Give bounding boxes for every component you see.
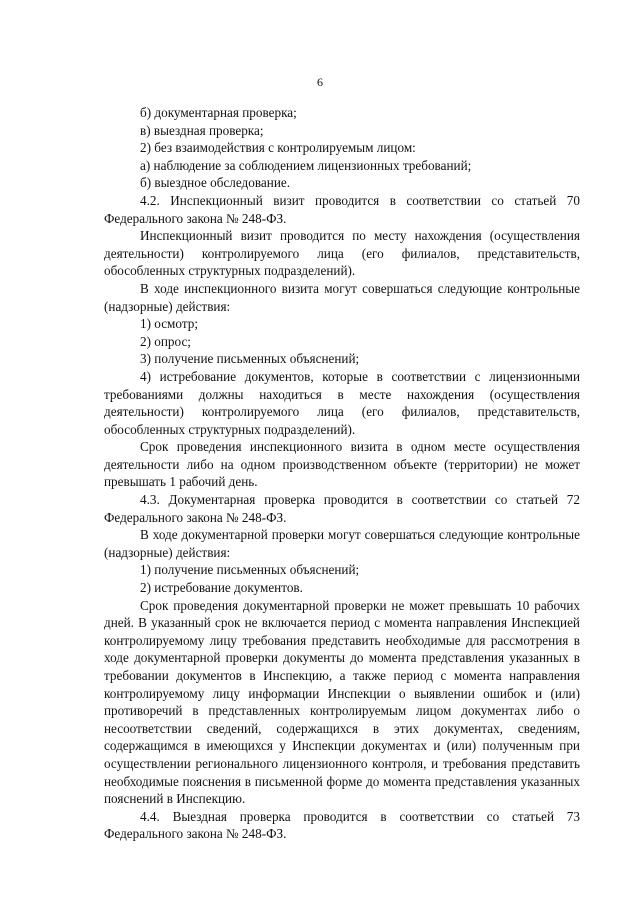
section-paragraph: 4.4. Выездная проверка проводится в соответствии со статьей 73 Федерального закона № 248-ФЗ. — [104, 808, 580, 842]
paragraph: В ходе инспекционного визита могут совершаться следующие контрольные (надзорные) действия: — [104, 280, 580, 314]
paragraph: 3) получение письменных объяснений; — [140, 351, 360, 367]
paragraph: 2) истребование документов. — [140, 580, 303, 596]
paragraph: Инспекционный визит проводится по месту нахождения (осуществления деятельности) контролируемого лица (его филиалов, представительств, обособленных структурных подразделений). — [104, 228, 580, 279]
paragraph: б) выездное обследование. — [140, 175, 291, 191]
document-body — [104, 104, 580, 843]
section-paragraph: 4.2. Инспекционный визит проводится в соответствии со статьей 70 Федерального закона № 248-ФЗ. — [104, 192, 580, 226]
paragraph: В ходе документарной проверки могут совершаться следующие контрольные (надзорные) действия: — [104, 527, 580, 560]
paragraph: Срок проведения документарной проверки не может превышать 10 рабочих дней. В указанный срок не включается период с момента направления Инспекцией контролируемому лицу требования представить необходимые для рассмотрения в ходе документарной проверки документы до момента представления указанных в требовании документов в Инспекцию, а также период с момента направления контролируемому лицу информации Инспекции о выявлении ошибок и (или) противоречий в представленных контролируемым лицом документах либо о несоответствии сведений, содержащихся в этих документах, сведениям, содержащимся в имеющихся у Инспекции документах и (или) полученным при осуществлении регионального лицензионного контроля, и требования представить необходимые пояснения в письменной форме до момента представления указанных пояснений в Инспекцию. — [104, 597, 580, 807]
paragraph: в) выездная проверка; — [140, 122, 264, 138]
paragraph: 1) осмотр; — [140, 316, 199, 332]
paragraph: а) наблюдение за соблюдением лицензионных требований; — [140, 157, 472, 173]
paragraph: 2) без взаимодействия с контролируемым лицом: — [140, 140, 416, 156]
paragraph: Срок проведения инспекционного визита в одном месте осуществления деятельности либо на одном производственном объекте (территории) не может превышать 1 рабочий день. — [104, 439, 580, 490]
paragraph: б) документарная проверка; — [140, 105, 297, 120]
section-paragraph: 4.3. Документарная проверка проводится в соответствии со статьей 72 Федерального закона № 248-ФЗ. — [104, 492, 580, 525]
paragraph: 1) получение письменных объяснений; — [140, 562, 360, 578]
paragraph: 4) истребование документов, которые в соответствии с лицензионными требованиями должны находиться в месте нахождения (осуществления деятельности) контролируемого лица (его филиалов, представительств, обособленных структурных подразделений). — [104, 368, 580, 437]
paragraph: 2) опрос; — [140, 333, 191, 349]
page-number: 6 — [317, 75, 323, 89]
